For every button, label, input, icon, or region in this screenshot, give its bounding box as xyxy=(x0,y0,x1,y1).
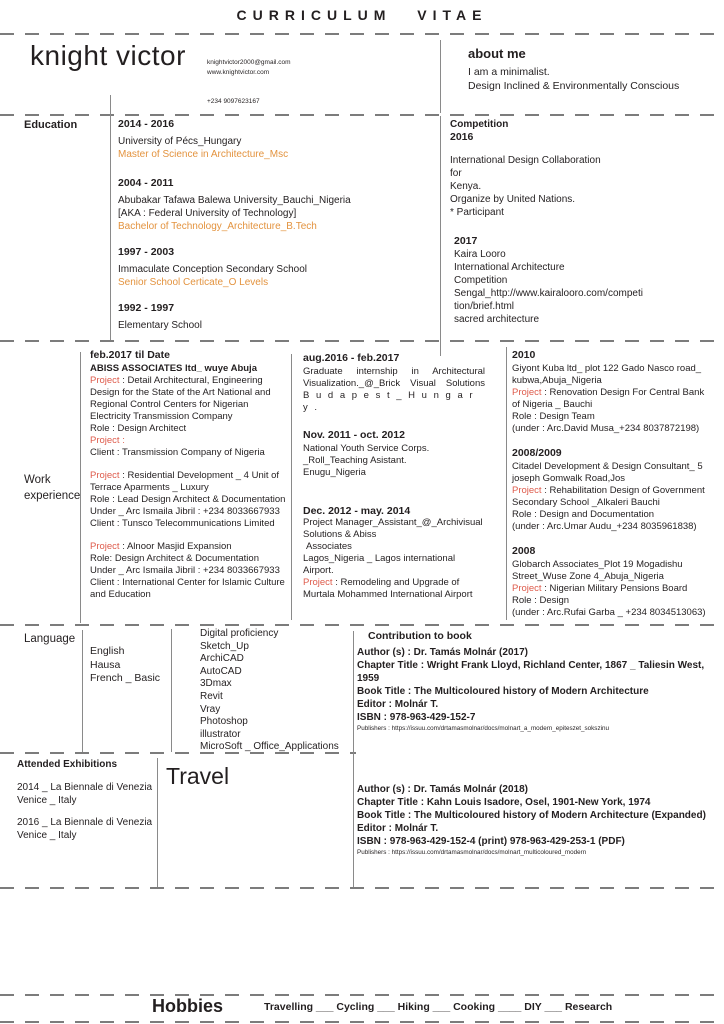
language-item: French _ Basic xyxy=(90,672,161,684)
work-date: aug.2016 - feb.2017 xyxy=(303,352,400,364)
work-body: Graduate internship in Architectural Visualization._@_Brick Visual Solutions xyxy=(303,366,485,389)
divider xyxy=(0,114,724,116)
exhibition-line: 2014 _ La Biennale di Venezia xyxy=(17,782,153,793)
under-line: (under : Arc.David Musa_+234 8037872198) xyxy=(512,423,700,434)
competition-line: Kenya. xyxy=(450,181,482,192)
competition-line: Kaira Looro xyxy=(454,249,506,260)
work-company: ABISS ASSOCIATES ltd_ wuye Abuja xyxy=(90,363,257,374)
edu-degree: Bachelor of Technology_Architecture_B.Tech xyxy=(118,221,317,232)
divider xyxy=(0,33,724,35)
under-line: (under : Arc.Rufai Garba _ +234 8034513063) xyxy=(512,607,706,618)
exhibition-entry xyxy=(17,816,152,842)
role-line: Role : Design xyxy=(512,595,570,606)
competition-line: Sengal_http://www.kairalooro.com/competi xyxy=(454,288,643,299)
book-editor: Editor : Molnár T. xyxy=(357,823,439,834)
edu-years: 1992 - 1997 xyxy=(118,302,175,314)
role-line: Role: Design Architect & Documentation xyxy=(90,553,259,564)
exhibition-line: 2016 _ La Biennale di Venezia xyxy=(17,817,153,828)
work-col3 xyxy=(512,349,714,619)
work-label-line: experience xyxy=(24,490,81,502)
education-entry xyxy=(118,177,438,233)
work-col1 xyxy=(90,349,290,601)
digital-tool: 3Dmax xyxy=(200,678,232,690)
competition-line: Competition xyxy=(454,275,508,286)
divider xyxy=(0,340,724,342)
book-isbn: ISBN : 978-963-429-152-7 xyxy=(357,712,476,723)
work-line: Project Manager_Assistant_@_Archivisual xyxy=(303,517,483,528)
exhibitions-title: Attended Exhibitions xyxy=(17,759,117,770)
education-entry xyxy=(118,302,438,332)
project-text: : Renovation Design For Central Bank of Nigeria _ Bauchi xyxy=(512,387,705,410)
project-label: Project xyxy=(90,375,120,386)
work-line: Associates xyxy=(306,541,352,552)
work-company: Citadel Development & Design Consultant_ 5 joseph Gomwalk Road,Jos xyxy=(512,461,703,484)
competition-year: 2017 xyxy=(454,235,478,247)
role-line: Role : Lead Design Architect & Documentation xyxy=(90,494,286,505)
book-publishers: Publishers : https://issuu.com/drtamasmolnar/docs/molnart_a_modern_epiteszet_sokszinu xyxy=(357,725,609,732)
competition-line: International Design Collaboration xyxy=(450,155,601,166)
work-city: B u d a p e s t _ H u n g a r y . xyxy=(303,390,475,413)
work-line: National Youth Service Corps. xyxy=(303,443,430,454)
digital-tool: AutoCAD xyxy=(200,665,242,677)
client-line: Client : International Center for Islamic Culture and Education xyxy=(90,577,285,600)
project-text: : Detail Architectural, Engineering Design for the State of the Art National and Regional Control Centers for Nigerian Electricity Transmission Company xyxy=(90,375,271,422)
client-line: Client : Tunsco Telecommunications Limited xyxy=(90,518,275,529)
hobbies-list: Travelling ___ Cycling ___ Hiking ___ Cooking ____ DIY ___ Research xyxy=(264,1001,613,1013)
divider xyxy=(440,116,441,356)
project-line xyxy=(90,541,290,553)
work-company: Giyont Kuba ltd_ plot 122 Gado Nasco road_ kubwa,Abuja_Nigeria xyxy=(512,363,702,386)
competition-line: * Participant xyxy=(450,207,504,218)
book-author: Author (s) : Dr. Tamás Molnár (2018) xyxy=(357,784,528,795)
under-line: Under _ Arc Ismaila Jibril : +234 8033667933 xyxy=(90,506,280,517)
project-line xyxy=(512,387,714,411)
work-year: 2010 xyxy=(512,349,536,361)
book-publishers: Publishers : https://issuu.com/drtamasmolnar/docs/molnart_multicoloured_modern xyxy=(357,849,587,856)
work-date: feb.2017 til Date xyxy=(90,349,170,361)
books-title: Contribution to book xyxy=(368,630,472,642)
website: www.knightvictor.com xyxy=(207,68,270,76)
project-text: : Rehabilitation Design of Government Secondary School _Alkaleri Bauchi xyxy=(512,485,705,508)
exhibition-entry xyxy=(17,781,152,807)
competition-entry xyxy=(450,235,718,326)
project-text: : Alnoor Masjid Expansion xyxy=(119,541,232,552)
about-text xyxy=(468,66,718,93)
under-line: Under _ Arc Ismaila Jibril : +234 8033667933 xyxy=(90,565,280,576)
competition-line: for xyxy=(450,168,462,179)
project-line xyxy=(90,375,290,423)
contact-block xyxy=(207,58,291,77)
digital-tool: Photoshop xyxy=(200,716,248,728)
book-editor: Editor : Molnár T. xyxy=(357,699,439,710)
divider xyxy=(440,40,441,113)
competition-line: International Architecture xyxy=(454,262,565,273)
divider xyxy=(82,630,83,752)
divider xyxy=(0,1021,724,1023)
digital-tool: Revit xyxy=(200,690,223,702)
language-item: Hausa xyxy=(90,658,121,671)
competition-section xyxy=(450,118,718,326)
project-label: Project xyxy=(512,387,542,398)
project-label: Project xyxy=(303,577,333,588)
about-title: about me xyxy=(468,46,526,61)
work-company: Globarch Associates_Plot 19 Mogadishu Street_Wuse Zone 4_Abuja_Nigeria xyxy=(512,559,683,582)
language-item: English xyxy=(90,645,125,657)
competition-line: Organize by United Nations. xyxy=(450,194,576,205)
digital-tool: illustrator xyxy=(200,728,241,740)
project-line xyxy=(303,577,485,601)
edu-school: University of Pécs_Hungary xyxy=(118,136,242,147)
digital-title: Digital proficiency xyxy=(200,628,279,639)
book-author: Author (s) : Dr. Tamás Molnár (2017) xyxy=(357,647,528,658)
language-label: Language xyxy=(24,633,76,645)
edu-years: 2004 - 2011 xyxy=(118,177,174,189)
book-isbn: ISBN : 978-963-429-152-4 (print) 978-963-429-253-1 (PDF) xyxy=(357,836,625,847)
education-label: Education xyxy=(24,119,78,131)
divider xyxy=(0,887,724,889)
project-label: Project xyxy=(90,541,120,552)
edu-school: [AKA : Federal University of Technology] xyxy=(118,208,297,219)
book-chapter: Chapter Title : Wright Frank Lloyd, Richland Center, 1867 _ Taliesin West, 1959 xyxy=(357,660,705,684)
project-text: : Nigerian Military Pensions Board xyxy=(541,583,688,594)
work-col2 xyxy=(303,352,485,601)
divider xyxy=(157,758,158,887)
travel-title: Travel xyxy=(166,763,230,789)
client-line: Client : Transmission Company of Nigeria xyxy=(90,447,265,458)
edu-years: 2014 - 2016 xyxy=(118,118,175,130)
exhibition-line: Venice _ Italy xyxy=(17,830,77,841)
digital-tool: ArchiCAD xyxy=(200,653,244,665)
person-name: knight victor xyxy=(30,40,186,71)
competition-year: 2016 xyxy=(450,131,474,143)
competition-line: sacred architecture xyxy=(454,314,540,325)
edu-degree: Master of Science in Architecture_Msc xyxy=(118,149,289,160)
about-line: Design Inclined & Environmentally Conscious xyxy=(468,79,680,92)
language-list xyxy=(90,645,160,686)
divider xyxy=(506,347,507,620)
edu-school: Immaculate Conception Secondary School xyxy=(118,264,307,275)
project-line xyxy=(512,583,714,595)
divider xyxy=(171,629,172,752)
book-entry xyxy=(357,783,713,857)
under-line: (under : Arc.Umar Audu_+234 8035961838) xyxy=(512,521,697,532)
project-label: Project xyxy=(512,485,542,496)
about-line: I am a minimalist. xyxy=(468,66,550,78)
work-label-line: Work xyxy=(24,474,51,486)
exhibition-line: Venice _ Italy xyxy=(17,795,77,806)
edu-school: Abubakar Tafawa Balewa University_Bauchi_Nigeria xyxy=(118,195,351,206)
project-line xyxy=(90,470,290,494)
role-line: Role : Design Team xyxy=(512,411,595,422)
work-line: Enugu_Nigeria xyxy=(303,467,366,478)
education-entry xyxy=(118,118,438,161)
divider xyxy=(0,994,724,996)
divider xyxy=(291,354,292,620)
book-chapter: Chapter Title : Kahn Louis Isadore, Osel, 1901-New York, 1974 xyxy=(357,797,651,808)
project-label: Project xyxy=(90,470,120,481)
project-text: : Residential Development _ 4 Unit of Terrace Aparments _ Luxury xyxy=(90,470,280,493)
work-year: 2008/2009 xyxy=(512,447,562,459)
competition-line: tion/brief.html xyxy=(454,301,515,312)
work-line: Solutions & Abiss xyxy=(303,529,377,540)
book-entry xyxy=(357,646,713,733)
digital-tool: MicroSoft _ Office_Applications xyxy=(200,741,339,753)
work-label xyxy=(24,472,80,504)
work-line: Lagos_Nigeria _ Lagos international Airport. xyxy=(303,553,456,576)
edu-years: 1997 - 2003 xyxy=(118,246,175,258)
project-text: : Remodeling and Upgrade of Murtala Mohammed International Airport xyxy=(303,577,473,600)
work-date: Nov. 2011 - oct. 2012 xyxy=(303,429,405,441)
competition-title: Competition xyxy=(450,119,509,130)
phone: +234 9097623167 xyxy=(207,98,260,105)
role-line: Role : Design and Documentation xyxy=(512,509,655,520)
work-line: _Roll_Teaching Asistant. xyxy=(303,455,407,466)
edu-degree: Senior School Certicate_O Levels xyxy=(118,277,269,288)
work-year: 2008 xyxy=(512,545,536,557)
book-title: Book Title : The Multicoloured history of Modern Architecture (Expanded) xyxy=(357,810,706,821)
role-line: Role : Design Architect xyxy=(90,423,187,434)
digital-tool: Sketch_Up xyxy=(200,640,249,652)
email: knightvictor2000@gmail.com xyxy=(207,59,291,66)
digital-section xyxy=(200,628,339,754)
project-line xyxy=(512,485,714,509)
page-title: CURRICULUM VITAE xyxy=(236,7,488,23)
digital-tool: Vray xyxy=(200,703,221,715)
hobbies-label: Hobbies xyxy=(152,996,224,1016)
divider xyxy=(110,95,111,340)
education-entry xyxy=(118,246,438,289)
project-label: Project xyxy=(512,583,542,594)
divider xyxy=(0,624,724,626)
work-date: Dec. 2012 - may. 2014 xyxy=(303,505,411,517)
book-title: Book Title : The Multicoloured history of Modern Architecture xyxy=(357,686,649,697)
edu-school: Elementary School xyxy=(118,320,202,331)
project-label: Project : xyxy=(90,435,125,446)
divider xyxy=(353,631,354,887)
